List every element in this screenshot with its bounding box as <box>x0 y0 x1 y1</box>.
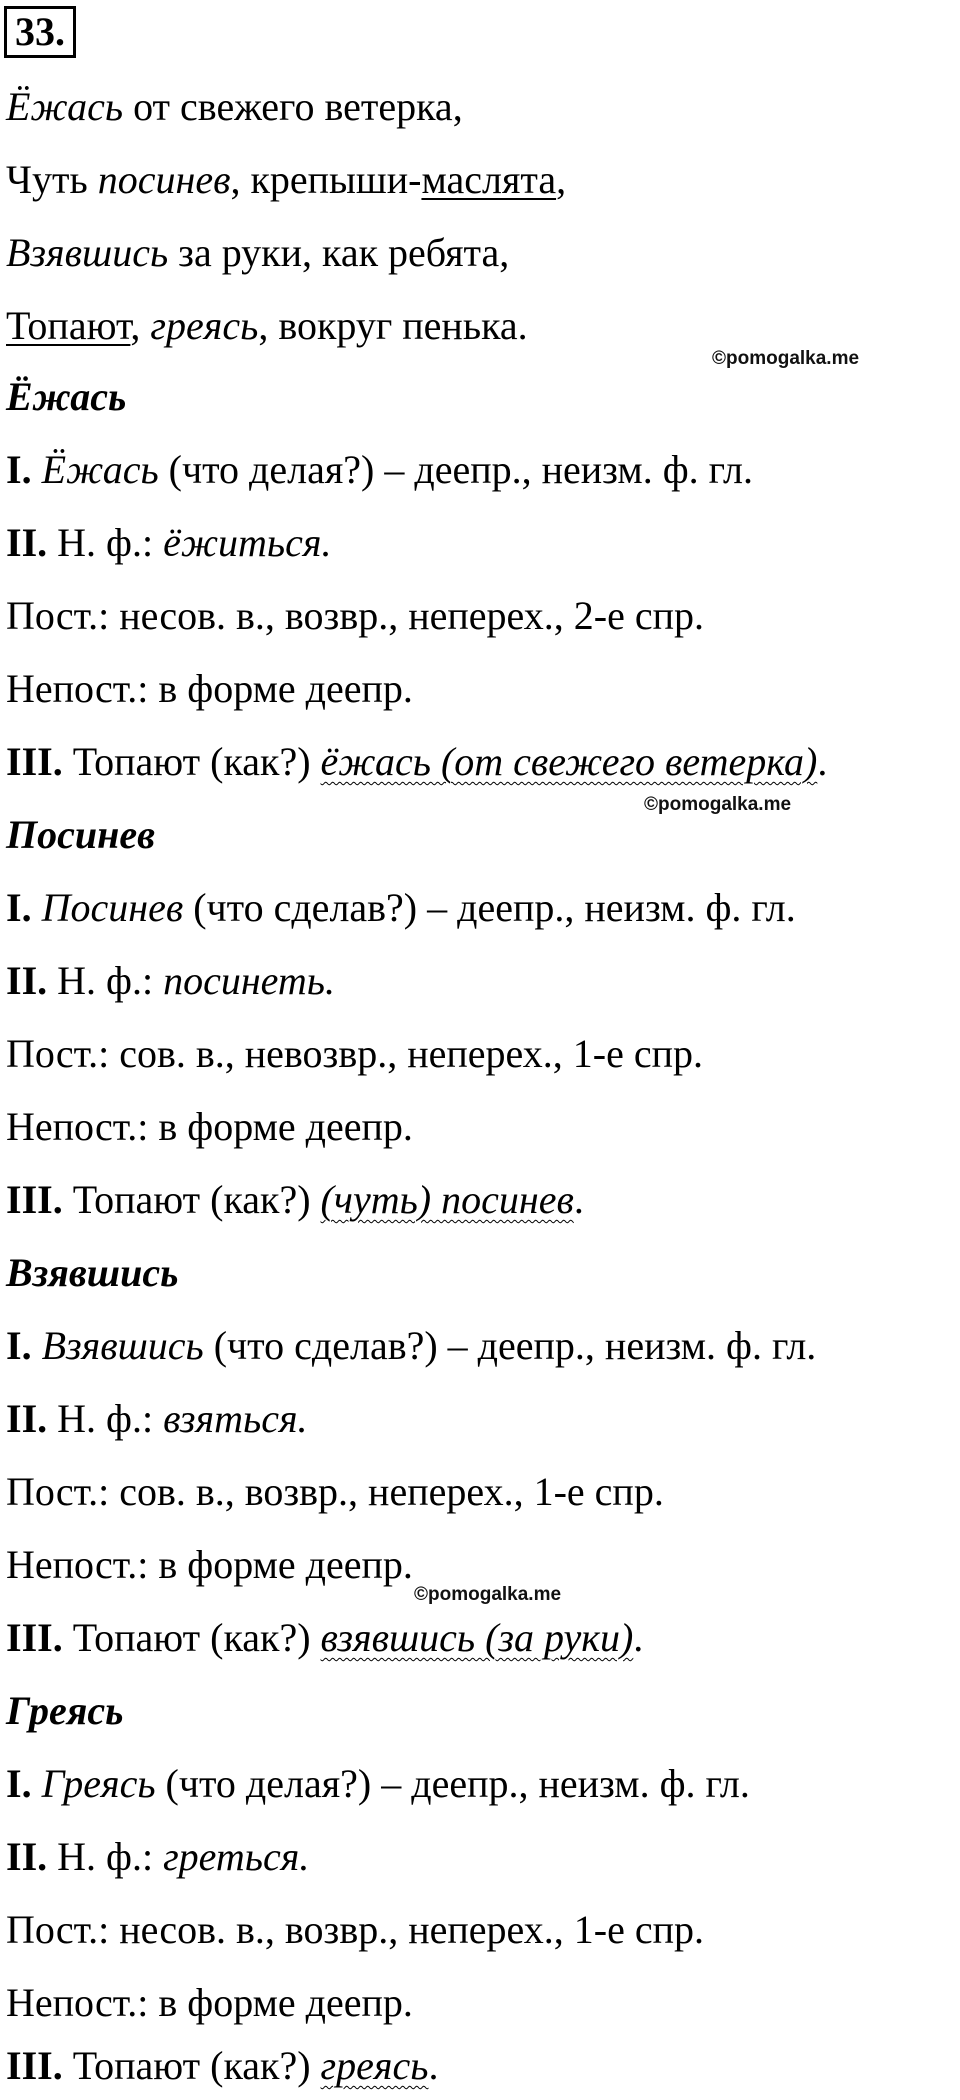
parse-row-5 <box>6 1175 584 1225</box>
row-text: (что сделав?) – деепр., неизм. ф. гл. <box>203 1323 817 1368</box>
watermark: ©pomogalka.me <box>414 1584 562 1605</box>
initial-form: греться <box>163 1834 300 1879</box>
parse-row-3: Пост.: сов. в., невозвр., неперех., 1-е спр. <box>6 1031 703 1076</box>
row-text: (что делая?) – деепр., неизм. ф. гл. <box>158 447 753 492</box>
poem-subject: маслята <box>421 157 557 202</box>
parse-row-4: Непост.: в форме деепр. <box>6 1980 413 2025</box>
section-heading: Посинев <box>6 812 155 857</box>
row-label: II. <box>6 1834 48 1879</box>
parse-row-2 <box>6 1832 309 1882</box>
row-text: . <box>573 1177 584 1222</box>
section-heading: Взявшись <box>6 1250 179 1295</box>
row-label: I. <box>6 1323 32 1368</box>
poem-word: Взявшись <box>6 230 169 275</box>
row-label: III. <box>6 739 63 784</box>
row-text: Топают (как?) <box>62 1177 321 1222</box>
parse-word: Ёжась <box>41 447 159 492</box>
parse-row-5 <box>6 2041 438 2091</box>
row-text: Топают (как?) <box>62 1615 321 1660</box>
row-text: . <box>817 739 828 784</box>
row-label: III. <box>6 2043 63 2088</box>
row-text: Н. ф.: <box>47 520 164 565</box>
parse-word: Посинев <box>41 885 184 930</box>
row-text: . <box>428 2043 439 2088</box>
adverbial-phrase: взявшись (за руки) <box>320 1615 634 1660</box>
poem-line-1 <box>6 82 463 132</box>
poem-text: Чуть <box>6 157 98 202</box>
row-text: Топают (как?) <box>62 2043 321 2088</box>
row-label: II. <box>6 1396 48 1441</box>
poem-text: , <box>130 303 151 348</box>
initial-form: посинеть <box>163 958 325 1003</box>
poem-text: , <box>556 157 567 202</box>
row-label: I. <box>6 1761 32 1806</box>
parse-row-1 <box>6 445 753 495</box>
row-text: . <box>297 1396 308 1441</box>
parse-row-2 <box>6 518 331 568</box>
row-text: . <box>299 1834 310 1879</box>
exercise-number-box <box>4 6 76 58</box>
poem-line-3 <box>6 228 509 278</box>
row-text: Топают (как?) <box>62 739 321 784</box>
row-text: Н. ф.: <box>47 1834 164 1879</box>
row-text: (что делая?) – деепр., неизм. ф. гл. <box>155 1761 750 1806</box>
row-label: III. <box>6 1615 63 1660</box>
parse-row-4: Непост.: в форме деепр. <box>6 1542 413 1587</box>
adverbial-phrase: греясь <box>320 2043 429 2088</box>
parse-row-1 <box>6 1759 750 1809</box>
parse-row-2 <box>6 956 335 1006</box>
parse-row-2 <box>6 1394 308 1444</box>
parse-word: Греясь <box>41 1761 156 1806</box>
poem-text: , крепыши- <box>230 157 422 202</box>
exercise-number: 33 <box>15 9 55 54</box>
parse-row-3: Пост.: несов. в., возвр., неперех., 2-е спр. <box>6 593 704 638</box>
poem-text: за руки, как ребята, <box>168 230 510 275</box>
parse-row-3: Пост.: сов. в., возвр., неперех., 1-е спр. <box>6 1469 664 1514</box>
row-text: (что сделав?) – деепр., неизм. ф. гл. <box>183 885 796 930</box>
poem-word: Ёжась <box>6 84 124 129</box>
watermark: ©pomogalka.me <box>712 348 860 369</box>
parse-word: Взявшись <box>41 1323 204 1368</box>
initial-form: ёжиться <box>163 520 322 565</box>
poem-predicate: Топают <box>6 303 131 348</box>
parse-row-5 <box>6 737 827 787</box>
parse-row-5 <box>6 1613 643 1663</box>
parse-row-3: Пост.: несов. в., возвр., неперех., 1-е спр. <box>6 1907 704 1952</box>
parse-row-1 <box>6 883 796 933</box>
row-text: . <box>633 1615 644 1660</box>
parse-row-4: Непост.: в форме деепр. <box>6 1104 413 1149</box>
initial-form: взяться <box>163 1396 298 1441</box>
adverbial-phrase: (чуть) посинев <box>320 1177 574 1222</box>
parse-row-1 <box>6 1321 816 1371</box>
poem-text: , вокруг пенька. <box>258 303 528 348</box>
section-heading: Греясь <box>6 1688 124 1733</box>
row-text: Н. ф.: <box>47 1396 164 1441</box>
row-text: Н. ф.: <box>47 958 164 1003</box>
adverbial-phrase: ёжась (от свежего ветерка) <box>320 739 818 784</box>
row-text: . <box>321 520 332 565</box>
watermark: ©pomogalka.me <box>644 794 792 815</box>
row-label: III. <box>6 1177 63 1222</box>
row-label: II. <box>6 520 48 565</box>
poem-word: посинев <box>97 157 231 202</box>
row-label: I. <box>6 447 32 492</box>
poem-text: от свежего ветерка, <box>123 84 463 129</box>
exercise-number-dot: . <box>55 9 65 54</box>
row-label: II. <box>6 958 48 1003</box>
poem-line-4 <box>6 301 528 351</box>
row-text: . <box>324 958 335 1003</box>
poem-word: греясь <box>150 303 259 348</box>
section-heading: Ёжась <box>6 374 127 419</box>
poem-line-2 <box>6 155 566 205</box>
row-label: I. <box>6 885 32 930</box>
parse-row-4: Непост.: в форме деепр. <box>6 666 413 711</box>
